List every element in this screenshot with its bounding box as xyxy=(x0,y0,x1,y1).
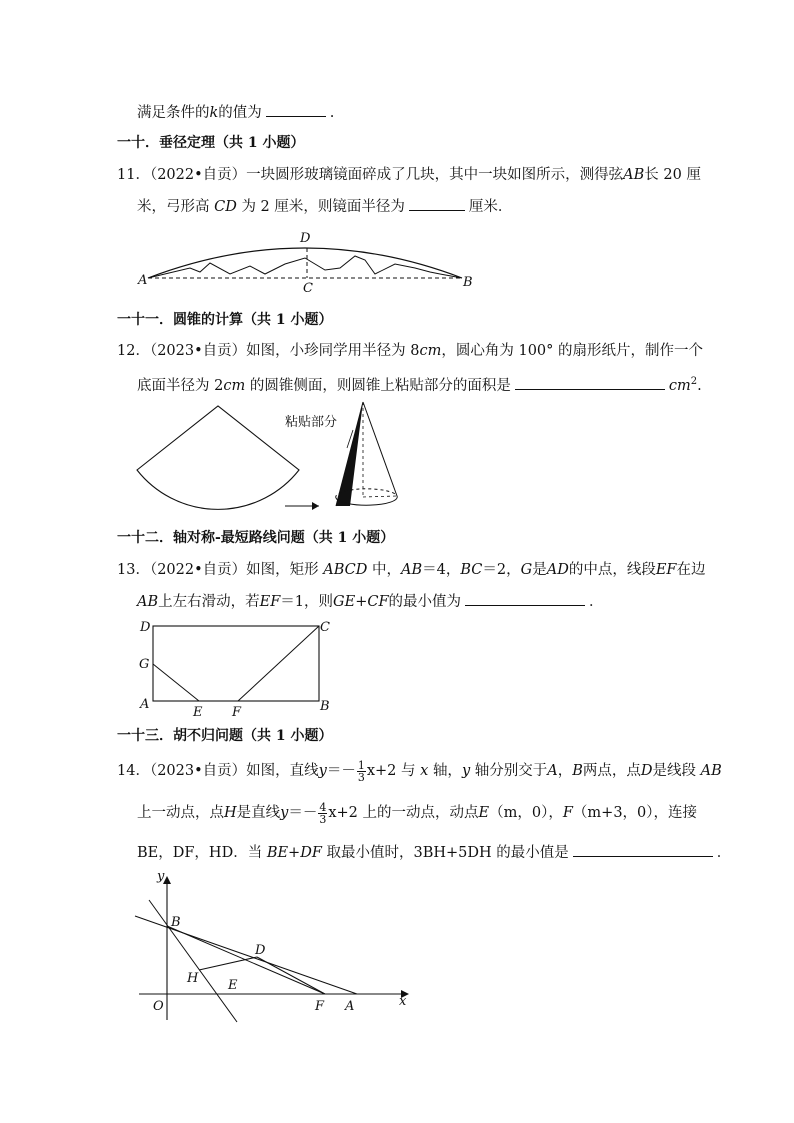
q14-text-2c: （m，0）， xyxy=(489,805,563,821)
segment-df xyxy=(257,957,325,994)
q13-answer-blank[interactable] xyxy=(465,591,585,606)
q12-text-2a: 底面半径为 2 xyxy=(137,377,224,394)
q12-unit-cm-1: cm xyxy=(419,343,442,359)
label-o: O xyxy=(153,999,164,1014)
q14-var-x: x xyxy=(420,763,429,779)
q12-text-1b: ，圆心角为 100° 的扇形纸片，制作一个 xyxy=(441,343,704,359)
q13-figure xyxy=(135,616,340,718)
q14-var-y-1: y xyxy=(318,763,327,779)
q14-eq2-sign: ＝－ xyxy=(288,805,318,821)
q10-answer-blank[interactable] xyxy=(266,102,326,117)
q12-line-1 xyxy=(117,341,703,361)
q10-tail-line xyxy=(137,102,334,123)
q13-var-ef: EF xyxy=(655,562,677,578)
glued-part-label: 粘贴部分 xyxy=(285,415,338,430)
q13-text-1d: ＝2， xyxy=(482,562,521,578)
q14-eq1-rest: x+2 与 xyxy=(366,763,416,779)
q13-var-ef-2: EF xyxy=(259,594,281,610)
q14-end: ． xyxy=(716,845,732,861)
q14-text-3a: BE，DF，HD．当 xyxy=(137,845,263,861)
q12-unit-sup: 2 xyxy=(690,376,698,387)
arrow-head xyxy=(312,502,319,510)
label-b: B xyxy=(463,275,473,290)
q14-text-3b: 取最小值时，3BH+5DH 的最小值是 xyxy=(326,845,569,861)
q11-answer-blank[interactable] xyxy=(409,196,465,211)
label-c: C xyxy=(320,620,330,635)
q14-text-1b: 轴， xyxy=(432,763,462,779)
q13-line-2 xyxy=(137,591,604,612)
rectangle-abcd xyxy=(153,626,319,701)
broken-edge xyxy=(148,256,462,278)
q14-figure xyxy=(135,870,420,1030)
label-h: H xyxy=(187,971,199,986)
label-e: E xyxy=(193,705,203,720)
q11-text-1b: 长 20 厘 xyxy=(644,167,701,183)
q13-line-1 xyxy=(117,560,706,580)
q14-var-y-2: y xyxy=(461,763,471,779)
fraction-one-third xyxy=(357,760,366,783)
q14-var-e: E xyxy=(478,805,490,821)
q14-text-1c: 轴分别交于 xyxy=(474,763,548,779)
label-d: D xyxy=(140,620,151,635)
arc-glass xyxy=(148,248,462,278)
q14-var-b: B xyxy=(572,763,583,779)
q13-text-1f: 的中点，线段 xyxy=(568,562,656,578)
q13-var-ab: AB xyxy=(401,562,423,578)
sector-paper xyxy=(137,406,299,509)
q13-text-1c: ＝4， xyxy=(422,562,461,578)
q12-text-2b: 的圆锥侧面，则圆锥上粘贴部分的面积是 xyxy=(249,377,511,394)
q13-end: ． xyxy=(589,594,604,610)
label-a: A xyxy=(140,697,150,712)
q14-text-1e: 两点，点 xyxy=(582,763,641,779)
label-a: A xyxy=(345,999,355,1014)
q14-var-a: A xyxy=(547,763,558,779)
label-a: A xyxy=(138,273,148,288)
section-12-heading: 一十二．轴对称-最短路线问题（共 1 小题） xyxy=(117,530,395,546)
fraction-2-numerator: 4 xyxy=(319,800,327,814)
cone-side-right xyxy=(363,402,397,496)
q14-answer-blank[interactable] xyxy=(573,842,713,857)
q14-text-1d: ， xyxy=(557,763,573,779)
q14-text-1a: 14．（2023•自贡）如图，直线 xyxy=(117,763,319,779)
q12-unit-cm: cm xyxy=(668,377,691,394)
label-g: G xyxy=(139,657,150,672)
q11-text-2b: 为 2 厘米，则镜面半径为 xyxy=(241,199,405,215)
q14-var-h: H xyxy=(224,805,237,821)
q14-line-3 xyxy=(137,842,731,863)
segment-ge xyxy=(153,664,199,701)
q13-text-2a: 上左右滑动，若 xyxy=(158,594,260,610)
section-11-heading: 一十一．圆锥的计算（共 1 小题） xyxy=(117,312,333,328)
q11-line-2 xyxy=(137,196,512,217)
q14-text-2d: （m+3，0），连接 xyxy=(572,805,698,821)
q13-text-1b: 中， xyxy=(372,562,401,578)
label-x: x xyxy=(399,994,407,1009)
label-c: C xyxy=(303,281,313,296)
q12-figure xyxy=(135,400,415,520)
q13-var-bc: BC xyxy=(460,562,483,578)
cone-radius xyxy=(363,496,397,497)
q14-var-ab: AB xyxy=(700,763,722,779)
label-f: F xyxy=(315,999,325,1014)
fraction-1-denominator: 3 xyxy=(357,770,365,784)
line-ab xyxy=(135,916,357,994)
q13-text-2b: ＝1，则 xyxy=(280,594,334,610)
q13-text-1e: 是 xyxy=(532,562,547,578)
q14-line-2 xyxy=(137,800,697,826)
q12-end: . xyxy=(697,377,702,394)
label-b: B xyxy=(171,915,181,930)
q10-text: 满足条件的 xyxy=(137,105,210,121)
q11-var-cd: CD xyxy=(214,199,237,215)
q13-var-g: G xyxy=(520,562,533,578)
q12-line-2 xyxy=(137,372,702,396)
q13-text-2c: 的最小值为 xyxy=(388,594,462,610)
q14-text-2b: 是直线 xyxy=(236,805,281,821)
q13-var-abcd: ABCD xyxy=(323,562,368,578)
q10-end: . xyxy=(329,105,335,121)
q13-var-ad: AD xyxy=(546,562,569,578)
q11-text-1: 11．（2022•自贡）一块圆形玻璃镜面碎成了几块，其中一块如图所示，测得弦 xyxy=(117,167,624,183)
q12-text-1a: 12．（2023•自贡）如图，小珍同学用半径为 8 xyxy=(117,343,420,359)
q14-var-f: F xyxy=(562,805,573,821)
q14-eq2-rest: x+2 上的一动点，动点 xyxy=(328,805,479,821)
label-b: B xyxy=(320,699,330,714)
segment-hd xyxy=(199,957,257,970)
q11-figure xyxy=(140,228,480,298)
fraction-2-denominator: 3 xyxy=(319,812,327,826)
q10-var-k: k xyxy=(209,105,219,121)
q13-text-1g: 在边 xyxy=(676,562,706,578)
q14-text-1f: 是线段 xyxy=(652,763,697,779)
q14-line-1 xyxy=(117,758,722,784)
label-y: y xyxy=(157,869,165,884)
q14-var-d: D xyxy=(640,763,653,779)
q14-var-bedf: BE+DF xyxy=(266,845,322,861)
label-d: D xyxy=(300,231,311,246)
segment-fc xyxy=(238,626,319,701)
q10-text-after: 的值为 xyxy=(218,105,262,121)
q11-line-1 xyxy=(117,165,701,185)
section-13-heading: 一十三．胡不归问题（共 1 小题） xyxy=(117,728,333,744)
q12-answer-blank[interactable] xyxy=(515,375,665,390)
q14-eq1-sign: ＝－ xyxy=(326,763,356,779)
label-e: E xyxy=(228,978,238,993)
q14-text-2a: 上一动点，点 xyxy=(137,805,224,821)
q11-var-ab: AB xyxy=(623,167,645,183)
q13-text-1a: 13．（2022•自贡）如图，矩形 xyxy=(117,562,319,578)
fraction-1-numerator: 1 xyxy=(357,758,365,772)
q11-text-2a: 米，弓形高 xyxy=(137,199,210,215)
q13-var-gecf: GE+CF xyxy=(333,594,389,610)
q14-var-y-3: y xyxy=(280,805,289,821)
label-d: D xyxy=(255,943,266,958)
fraction-four-thirds xyxy=(318,802,327,825)
label-f: F xyxy=(232,705,242,720)
section-10-heading: 一十．垂径定理（共 1 小题） xyxy=(117,135,305,151)
q13-var-ab-2: AB xyxy=(137,594,159,610)
q11-text-2c: 厘米． xyxy=(468,199,513,215)
q12-unit-cm-2: cm xyxy=(223,377,246,394)
